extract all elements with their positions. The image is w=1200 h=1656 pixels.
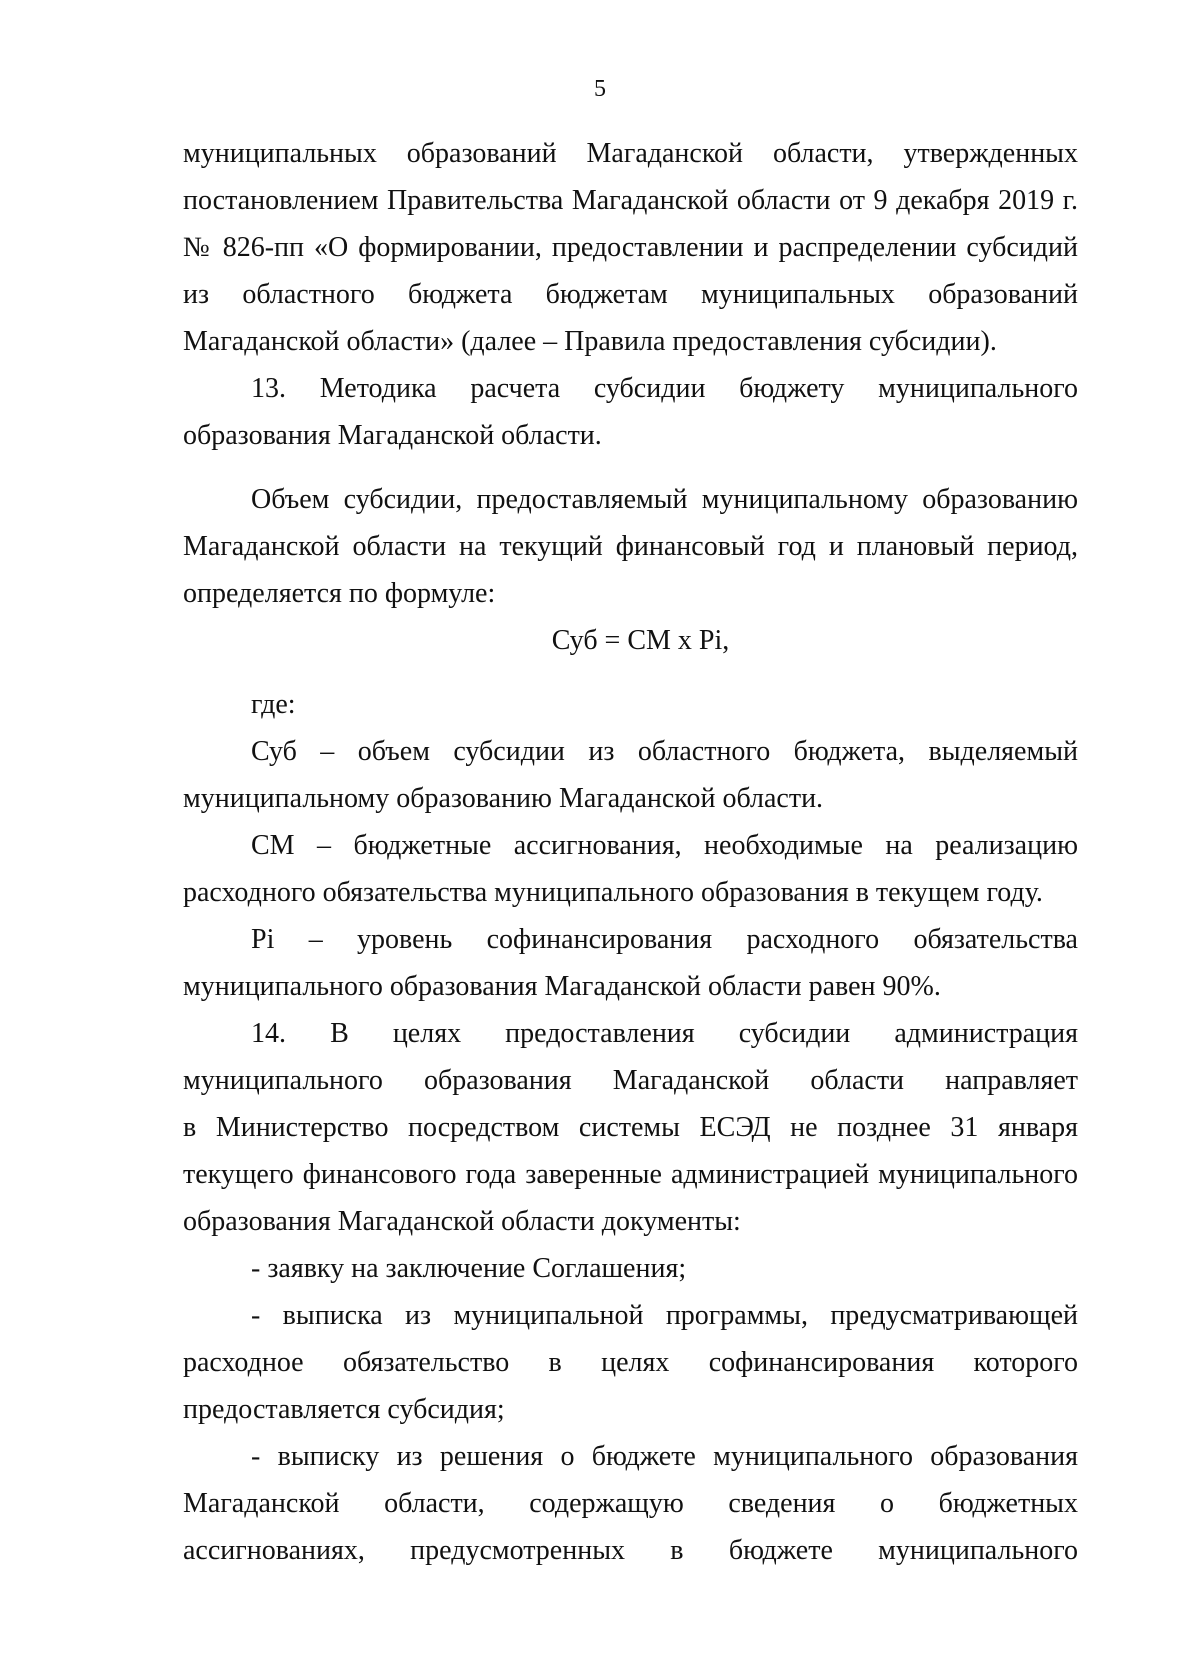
text-line: образования Магаданской области.: [183, 420, 602, 451]
text-line: Магаданской области» (далее – Правила предоставления субсидии).: [183, 326, 997, 357]
definition-sub: Суб – объем субсидии из областного бюджета, выделяемый: [251, 736, 1078, 767]
text-line: расходное обязательство в целях софинансирования которого: [183, 1347, 1078, 1378]
definition-pi: Pi – уровень софинансирования расходного обязательства: [251, 924, 1078, 955]
clause-13-heading: 13. Методика расчета субсидии бюджету муниципального: [251, 373, 1078, 404]
text-line: расходного обязательства муниципального образования в текущем году.: [183, 877, 1043, 908]
text-line: Магаданской области, содержащую сведения о бюджетных: [183, 1488, 1078, 1519]
text-line: муниципальных образований Магаданской области, утвержденных: [183, 138, 1078, 169]
formula: Суб = СМ х Pi,: [551, 625, 730, 656]
text-line: предоставляется субсидия;: [183, 1394, 505, 1425]
text-line: Магаданской области на текущий финансовый год и плановый период,: [183, 531, 1078, 562]
definition-cm: СМ – бюджетные ассигнования, необходимые на реализацию: [251, 830, 1078, 861]
text-line: в Министерство посредством системы ЕСЭД не позднее 31 января: [183, 1112, 1078, 1143]
text-line: ассигнованиях, предусмотренных в бюджете муниципального: [183, 1535, 1078, 1566]
text-line: постановлением Правительства Магаданской области от 9 декабря 2019 г.: [183, 185, 1078, 216]
list-item: - выписка из муниципальной программы, предусматривающей: [251, 1300, 1078, 1331]
text-line: муниципального образования Магаданской области направляет: [183, 1065, 1078, 1096]
text-line: № 826-пп «О формировании, предоставлении и распределении субсидий: [183, 232, 1078, 263]
text-line: Объем субсидии, предоставляемый муниципальному образованию: [251, 484, 1078, 515]
text-line: из областного бюджета бюджетам муниципальных образований: [183, 279, 1078, 310]
text-line: где:: [251, 689, 296, 720]
list-item: - заявку на заключение Соглашения;: [251, 1253, 687, 1284]
document-body: [183, 130, 1078, 1574]
text-line: муниципальному образованию Магаданской области.: [183, 783, 824, 814]
text-line: муниципального образования Магаданской области равен 90%.: [183, 971, 941, 1002]
text-line: образования Магаданской области документы:: [183, 1206, 741, 1237]
page-number: 5: [594, 76, 606, 102]
text-line: определяется по формуле:: [183, 578, 496, 609]
clause-14-heading: 14. В целях предоставления субсидии администрация: [251, 1018, 1078, 1049]
list-item: - выписку из решения о бюджете муниципального образования: [251, 1441, 1078, 1472]
text-line: текущего финансового года заверенные администрацией муниципального: [183, 1159, 1078, 1190]
